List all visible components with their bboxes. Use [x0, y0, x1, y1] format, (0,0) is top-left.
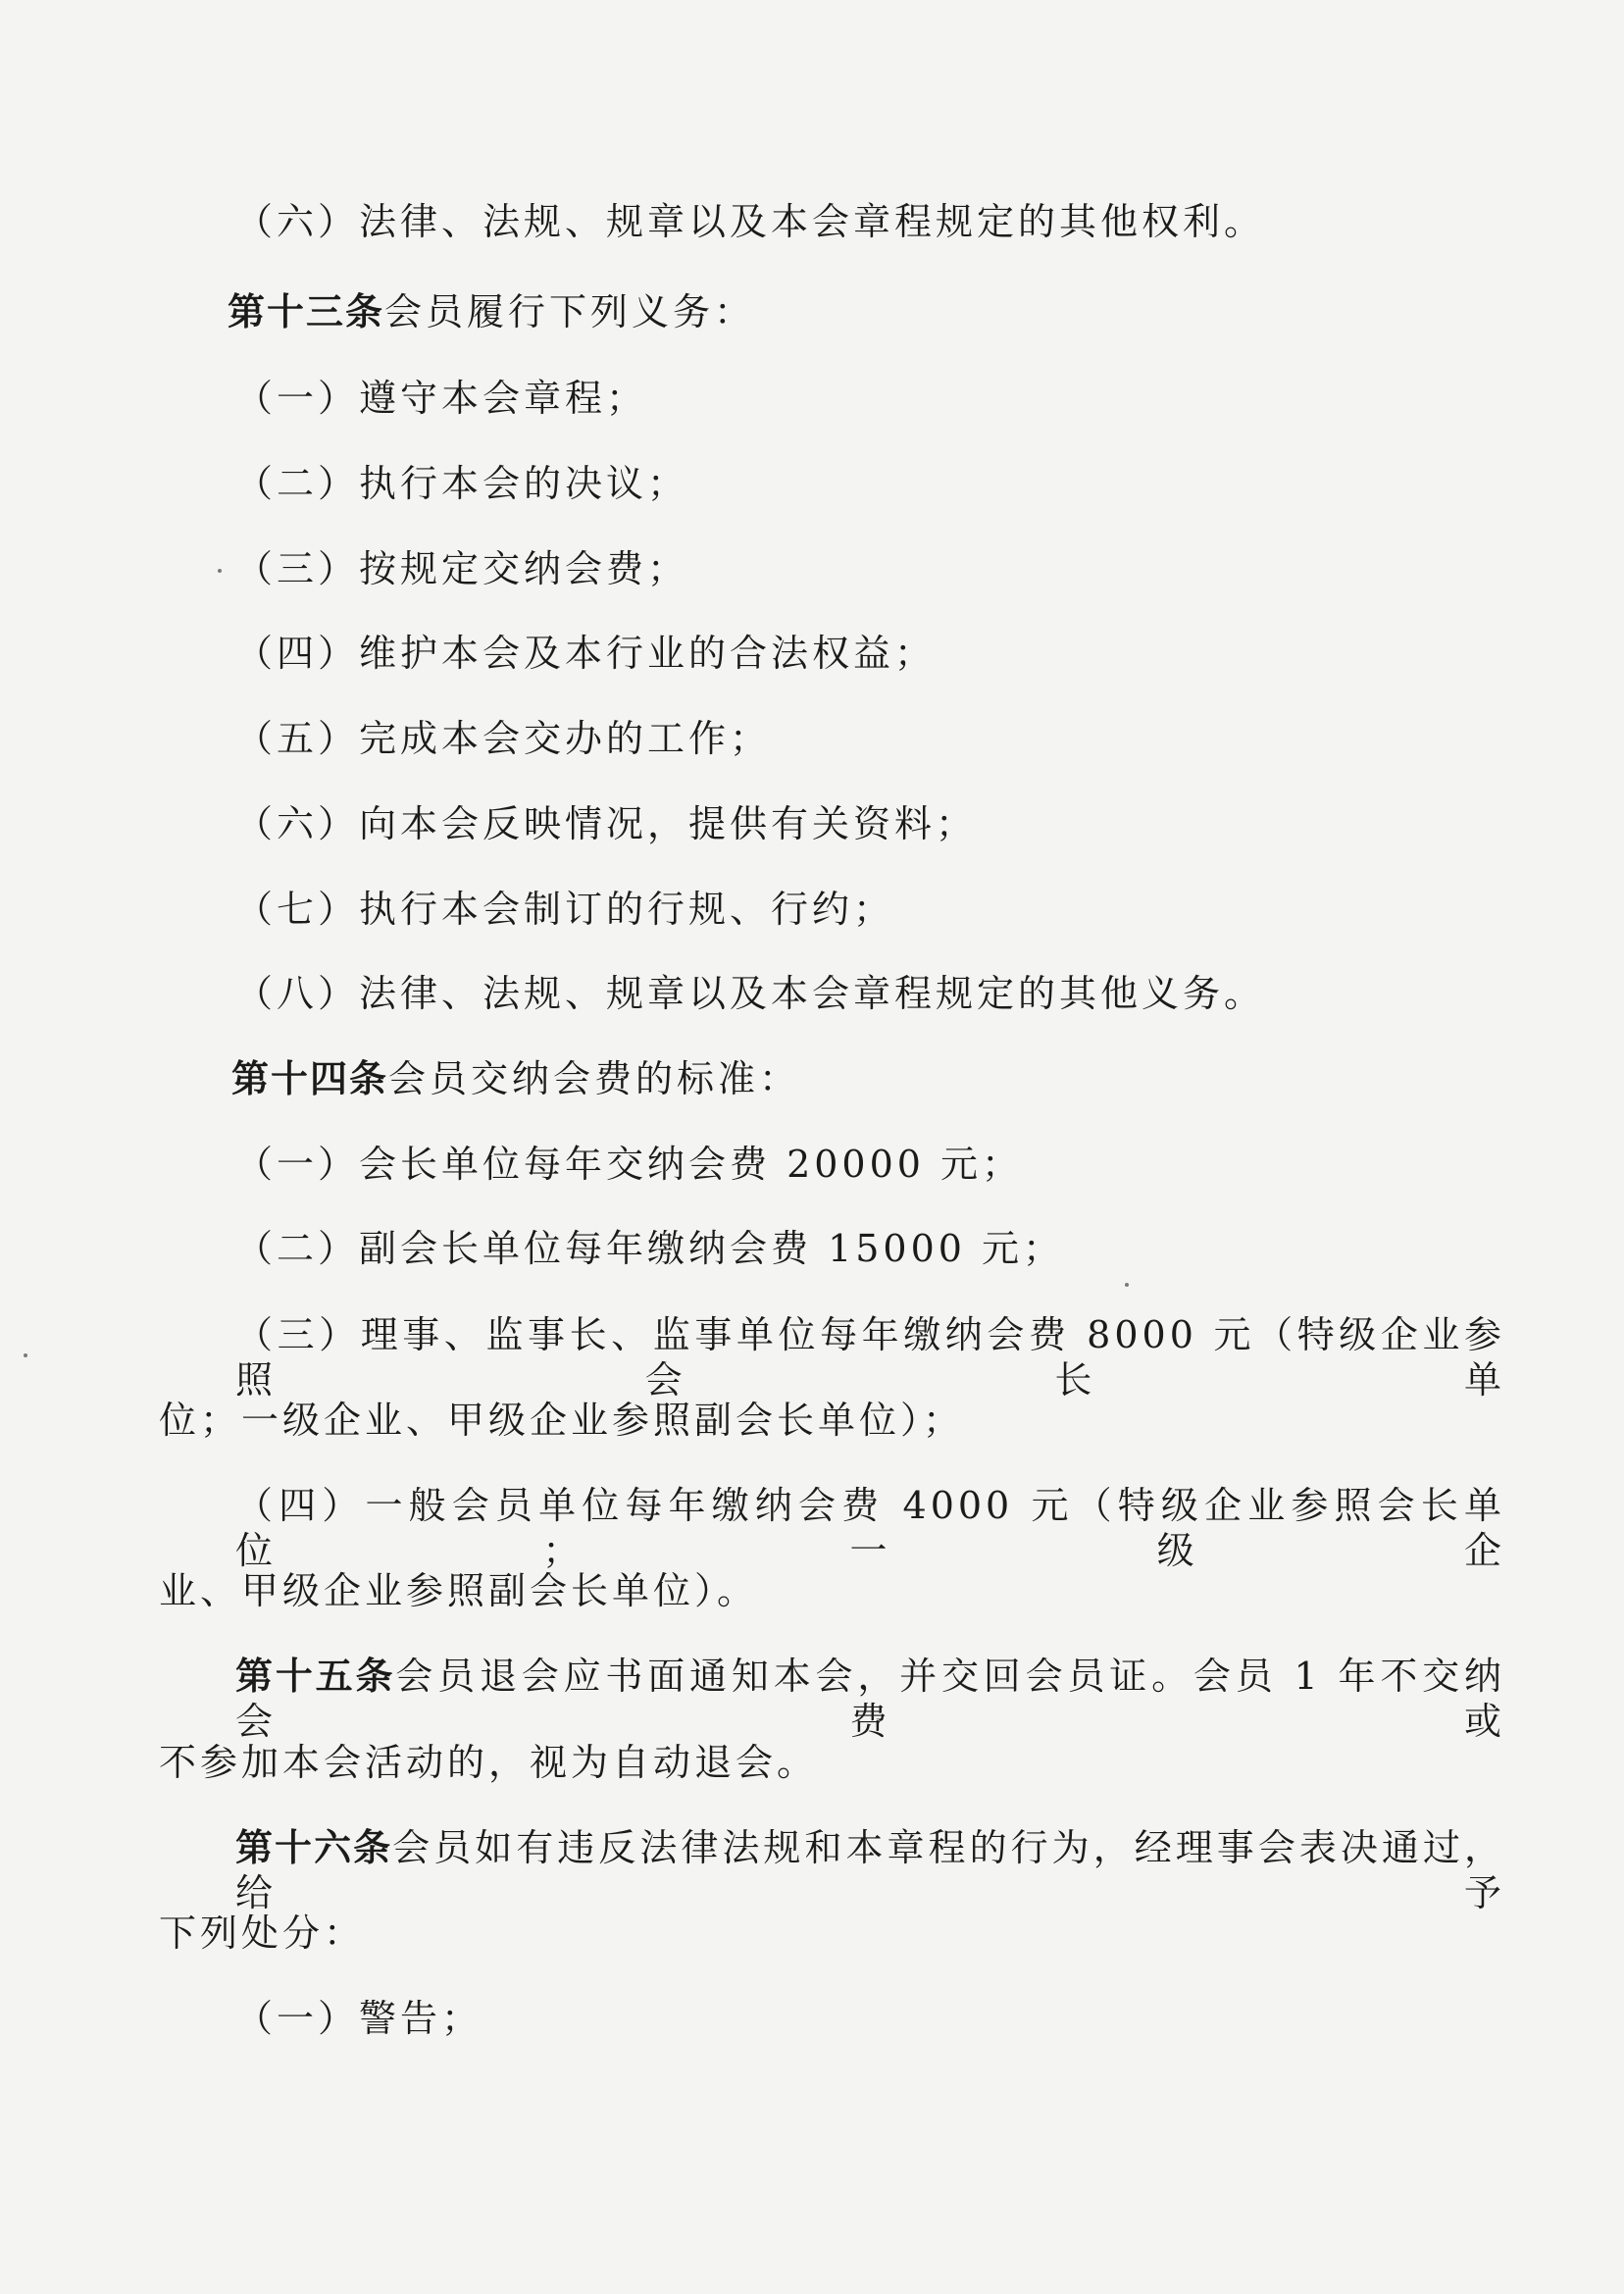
- article-13: [228, 289, 755, 334]
- article-14-title: 第十四条: [231, 1057, 389, 1100]
- duty-item-7: （七）执行本会制订的行规、行约；: [235, 888, 895, 931]
- penalty-item-1: （一）警告；: [235, 1997, 483, 2040]
- article-16-title: 第十六条: [235, 1826, 393, 1869]
- article-15-text-1: 会员退会应书面通知本会，并交回会员证。会员 1 年不交纳会费或: [235, 1655, 1505, 1743]
- article-14: [231, 1056, 800, 1101]
- scan-speck: [24, 1353, 27, 1357]
- fee-item-1: （一）会长单位每年交纳会费 20000 元；: [235, 1143, 1024, 1186]
- rights-item-6: （六）法律、法规、规章以及本会章程规定的其他权利。: [235, 200, 1266, 243]
- article-16-line-1: [235, 1825, 1505, 1915]
- scan-speck: [1125, 1283, 1129, 1287]
- article-15-title: 第十五条: [235, 1655, 396, 1698]
- duty-item-8: （八）法律、法规、规章以及本会章程规定的其他义务。: [235, 972, 1266, 1015]
- duty-item-2: （二）执行本会的决议；: [235, 462, 689, 505]
- duty-item-6: （六）向本会反映情况，提供有关资料；: [235, 802, 978, 845]
- article-13-text: 会员履行下列义务：: [384, 290, 756, 333]
- article-13-title: 第十三条: [228, 290, 385, 333]
- fee-item-3-line-1: （三）理事、监事长、监事单位每年缴纳会费 8000 元（特级企业参照会长单: [235, 1313, 1505, 1402]
- fee-item-4-line-1: （四）一般会员单位每年缴纳会费 4000 元（特级企业参照会长单位；一级企: [235, 1484, 1505, 1572]
- article-15-line-1: [235, 1654, 1505, 1744]
- duty-item-3: （三）按规定交纳会费；: [235, 547, 689, 590]
- fee-item-2: （二）副会长单位每年缴纳会费 15000 元；: [235, 1227, 1065, 1270]
- scan-speck: [218, 569, 222, 573]
- fee-item-3-line-2: 位；一级企业、甲级企业参照副会长单位）；: [159, 1399, 965, 1442]
- fee-item-4-line-2: 业、甲级企业参照副会长单位）。: [159, 1569, 759, 1612]
- duty-item-4: （四）维护本会及本行业的合法权益；: [235, 632, 937, 675]
- article-14-text: 会员交纳会费的标准：: [388, 1057, 801, 1100]
- article-16-text-1: 会员如有违反法律法规和本章程的行为，经理事会表决通过，给予: [235, 1826, 1505, 1914]
- duty-item-5: （五）完成本会交办的工作；: [235, 717, 772, 760]
- article-16-line-2: 下列处分：: [159, 1912, 366, 1955]
- article-15-line-2: 不参加本会活动的，视为自动退会。: [159, 1741, 819, 1784]
- duty-item-1: （一）遵守本会章程；: [235, 377, 648, 420]
